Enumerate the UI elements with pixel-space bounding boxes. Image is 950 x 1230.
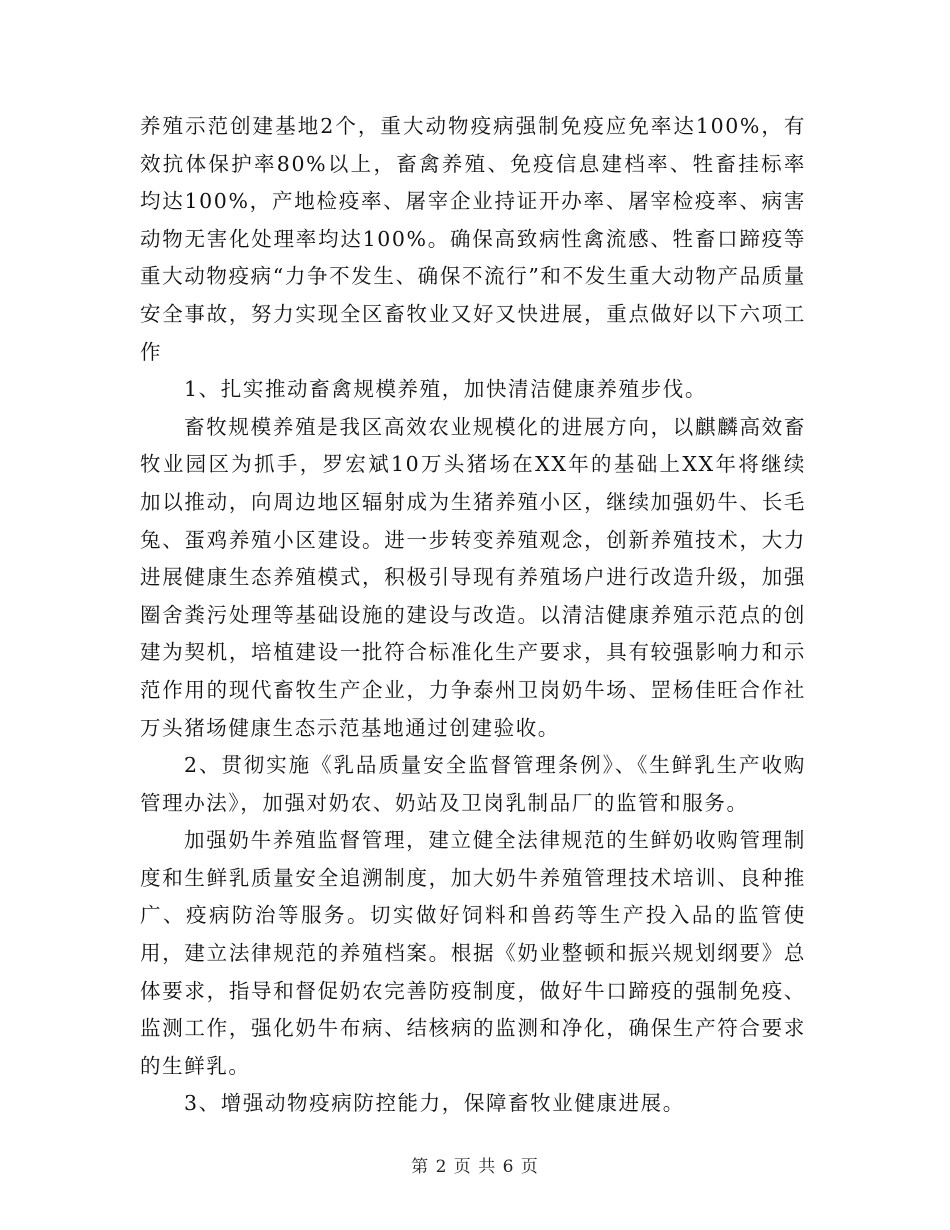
paragraph-continued: 养殖示范创建基地2个，重大动物疫病强制免疫应免率达100%，有效抗体保护率80%以上，畜禽养殖、免疫信息建档率、牲畜挂标率均达100%，产地检疫率、屠宰企业持证开办率、屠宰检疫率、病害动物无害化处理率均达100%。确保高致病性禽流感、牲畜口蹄疫等重大动物疫病“力争不发生、确保不流行”和不发生重大动物产品质量安全事故，努力实现全区畜牧业又好又快进展，重点做好以下六项工作 (140, 114, 806, 364)
paragraph-section-1: 畜牧规模养殖是我区高效农业规模化的进展方向，以麒麟高效畜牧业园区为抓手，罗宏斌10万头猪场在XX年的基础上XX年将继续加以推动，向周边地区辐射成为生猪养殖小区，继续加强奶牛、长毛兔、蛋鸡养殖小区建设。进一步转变养殖观念，创新养殖技术，大力进展健康生态养殖模式，积极引导现有养殖场户进行改造升级，加强圈舍粪污处理等基础设施的建设与改造。以清洁健康养殖示范点的创建为契机，培植建设一批符合标准化生产要求，具有较强影响力和示范作用的现代畜牧生产企业，力争泰州卫岗奶牛场、罡杨佳旺合作社万头猪场健康生态示范基地通过创建验收。 (140, 414, 806, 740)
paragraph-section-2: 加强奶牛养殖监督管理，建立健全法律规范的生鲜奶收购管理制度和生鲜乳质量安全追溯制度，加大奶牛养殖管理技术培训、良种推广、疫病防治等服务。切实做好饲料和兽药等生产投入品的监管使用，建立法律规范的养殖档案。根据《奶业整顿和振兴规划纲要》总体要求，指导和督促奶农完善防疫制度，做好牛口蹄疫的强制免疫、监测工作，强化奶牛布病、结核病的监测和净化，确保生产符合要求的生鲜乳。 (140, 828, 806, 1078)
page-number-footer: 第 2 页 共 6 页 (411, 1157, 539, 1177)
section-heading-3: 3、增强动物疫病防控能力，保障畜牧业健康进展。 (184, 1091, 685, 1116)
document-body (140, 108, 806, 1123)
section-heading-1: 1、扎实推动畜禽规模养殖，加快清洁健康养殖步伐。 (184, 377, 707, 402)
section-heading-2: 2、贯彻实施《乳品质量安全监督管理条例》、《生鲜乳生产收购管理办法》，加强对奶农、奶站及卫岗乳制品厂的监管和服务。 (140, 753, 806, 815)
